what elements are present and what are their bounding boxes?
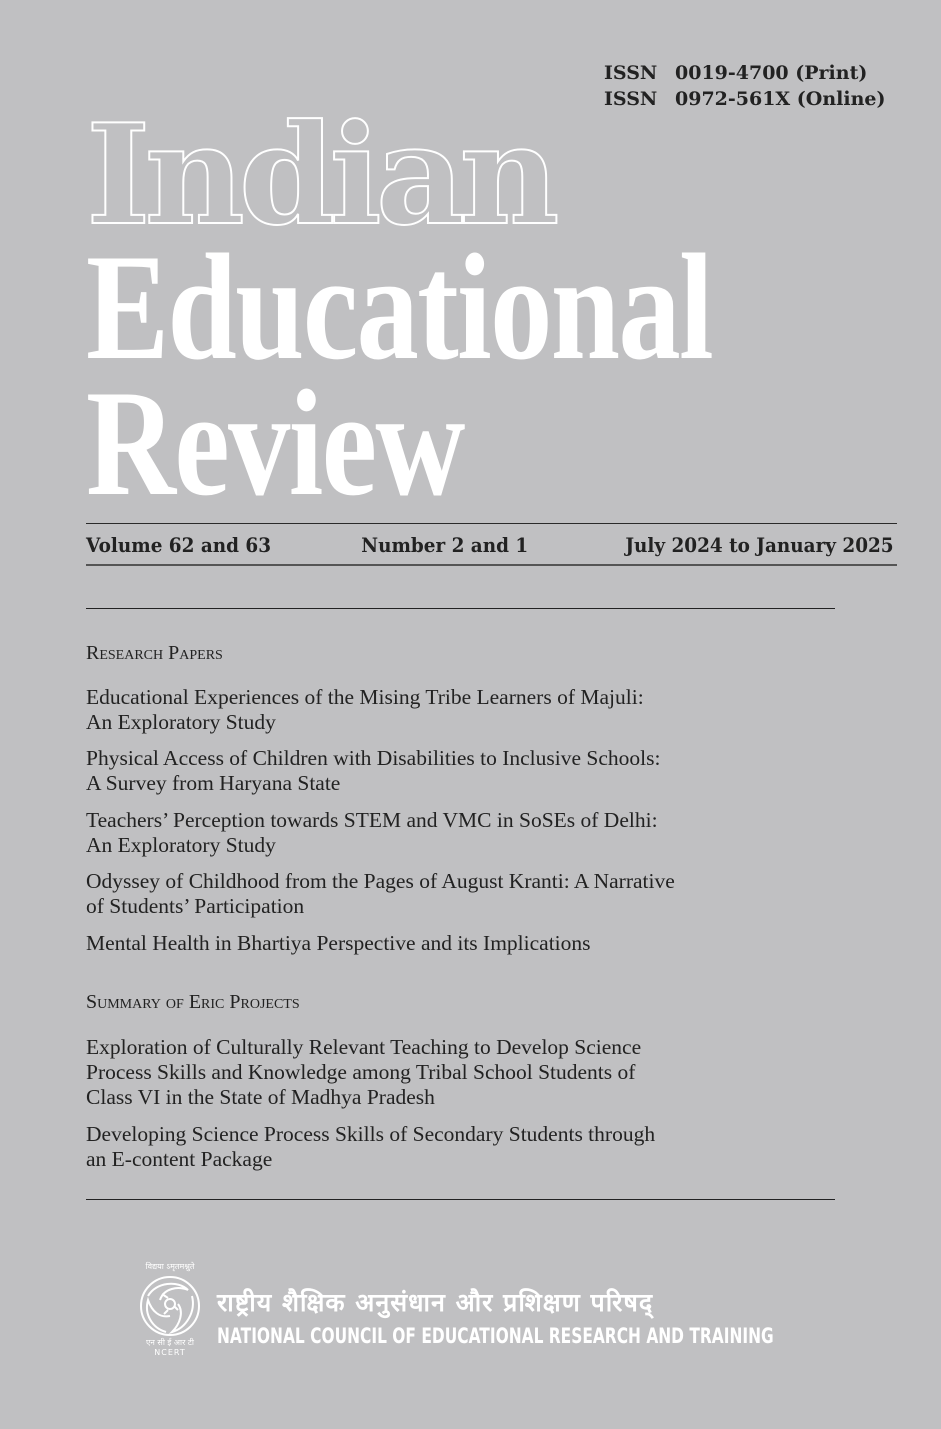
article-title-line: Educational Experiences of the Mising Tribe Learners of Majuli: [86, 685, 644, 709]
journal-title-line-3: Review [86, 359, 464, 527]
divider [86, 608, 835, 609]
publisher-name-english: NATIONAL COUNCIL OF EDUCATIONAL RESEARCH AND TRAINING [217, 1324, 774, 1348]
article-title [86, 931, 776, 956]
article-title-line: An Exploratory Study [86, 710, 276, 734]
article-title-line: Class VI in the State of Madhya Pradesh [86, 1085, 435, 1109]
article-title-line: an E-content Package [86, 1147, 273, 1171]
article-title-line: Physical Access of Children with Disabilities to Inclusive Schools: [86, 746, 661, 770]
issn-block [604, 60, 885, 112]
article-title-line: of Students’ Participation [86, 894, 305, 918]
issn-online [604, 86, 885, 112]
article-title-line: Developing Science Process Skills of Secondary Students through [86, 1122, 656, 1146]
article-title [86, 808, 776, 858]
issn-print [604, 60, 885, 86]
volume-label: Volume 62 and 63 [86, 533, 272, 557]
issn-value: 0019-4700 (Print) [675, 62, 868, 84]
article-title-line: Teachers’ Perception towards STEM and VMC in SoSEs of Delhi: [86, 808, 658, 832]
article-title [86, 685, 776, 735]
divider [86, 523, 897, 524]
logo-abbr: NCERT [154, 1348, 186, 1357]
logo-motto: विद्यया ऽमृतमश्नुते [145, 1262, 195, 1271]
article-title [86, 1122, 776, 1172]
ncert-emblem-icon [138, 1274, 202, 1338]
issn-label: ISSN [604, 88, 658, 110]
article-title-line: Process Skills and Knowledge among Tribal School Students of [86, 1060, 636, 1084]
section-heading-research-papers: Research Papers [86, 642, 223, 664]
article-title [86, 1035, 776, 1110]
issn-value: 0972-561X (Online) [675, 88, 886, 110]
article-title-line: A Survey from Haryana State [86, 771, 341, 795]
article-title-line: Odyssey of Childhood from the Pages of August Kranti: A Narrative [86, 869, 675, 893]
number-label: Number 2 and 1 [361, 533, 529, 557]
divider [86, 564, 897, 566]
logo-abbr-hindi: एन सी ई आर टी [146, 1338, 194, 1347]
journal-title-line-1: Indian [86, 93, 554, 256]
article-title-line: An Exploratory Study [86, 833, 276, 857]
article-title [86, 746, 776, 796]
journal-title-line-2: Educational [86, 223, 713, 391]
section-heading-eric-projects: Summary of Eric Projects [86, 991, 300, 1013]
issn-label: ISSN [604, 62, 658, 84]
date-range-label: July 2024 to January 2025 [625, 533, 894, 557]
publisher-name-hindi: राष्ट्रीय शैक्षिक अनुसंधान और प्रशिक्षण परिषद् [217, 1288, 654, 1317]
ncert-logo [134, 1262, 206, 1367]
article-title-line: Exploration of Culturally Relevant Teaching to Develop Science [86, 1035, 642, 1059]
issue-info-bar [86, 530, 894, 560]
article-title-line: Mental Health in Bhartiya Perspective and its Implications [86, 931, 591, 955]
divider [86, 1199, 835, 1200]
article-title [86, 869, 776, 919]
